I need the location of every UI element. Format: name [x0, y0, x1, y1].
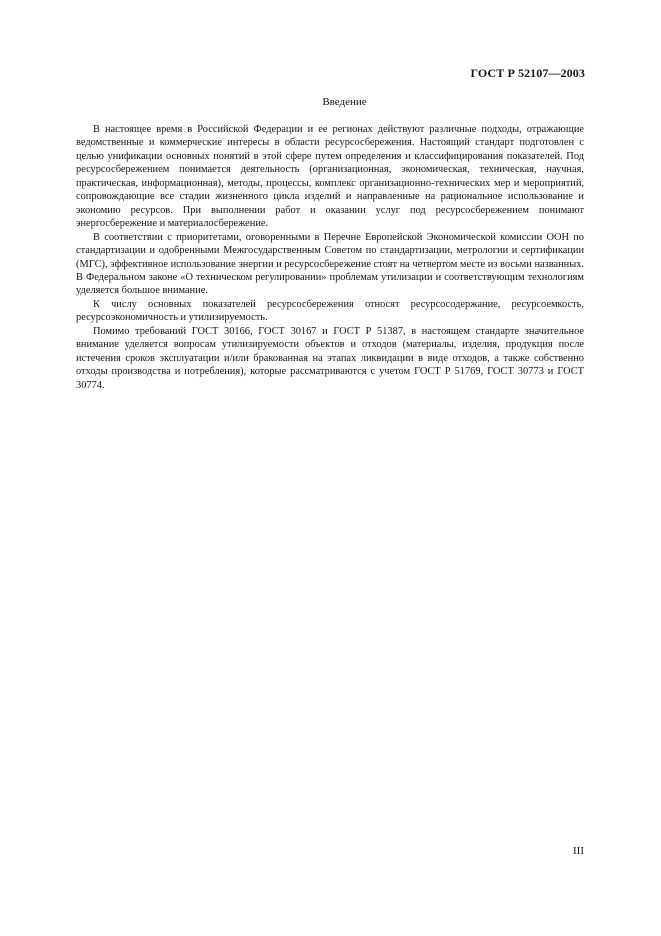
paragraph-intro: В настоящее время в Российской Федерации и ее регионах действуют различные подходы, отражающие ведомственные и коммерческие интересы в области ресурсосбережения. Настоящий стандарт подготовлен с целью унификации основных понятий в этой сфере путем определения и классифицирования показателей. Под ресурсосбережением понимается деятельность (организационная, экономическая, техническая, научная, практическая, информационная), методы, процессы, комплекс организационно-технических мер и мероприятий, сопровождающие все стадии жизненного цикла изделий и направленные на рациональное использование и экономию ресурсов. При выполнении работ и оказании услуг под ресурсосбережением понимают энергосбережение и материалосбережение.: [76, 124, 584, 230]
document-code: ГОСТ Р 52107—2003: [470, 66, 585, 80]
paragraph-priorities: В соответствии с приоритетами, оговоренными в Перечне Европейской Экономической комиссии ООН по стандартизации и одобренными Межгосударственным Советом по стандартизации, метрологии и сертификации (МГС), эффективное использование энергии и ресурсосбережение стоят на четвертом месте из восьми названных. В Федеральном законе «О техническом регулировании» проблемам утилизации и соответствующим технологиям уделяется большое внимание.: [76, 231, 584, 297]
paragraph-requirements: Помимо требований ГОСТ 30166, ГОСТ 30167 и ГОСТ Р 51387, в настоящем стандарте значительное внимание уделяется вопросам утилизируемости объектов и отходов (материалы, изделия, продукция после истечения сроков эксплуатации и/или бракованная на этапах ликвидации в виде отходов, а также собственно отходы производства и потребления), которые рассматриваются с учетом ГОСТ Р 51769, ГОСТ 30773 и ГОСТ 30774.: [76, 325, 584, 391]
section-title: Введение: [322, 96, 367, 108]
page-number: III: [573, 845, 584, 857]
body-text: [76, 123, 584, 392]
paragraph-indicators: К числу основных показателей ресурсосбережения относят ресурсосодержание, ресурсоемкость, ресурсоэкономичность и утилизируемость.: [76, 298, 584, 324]
